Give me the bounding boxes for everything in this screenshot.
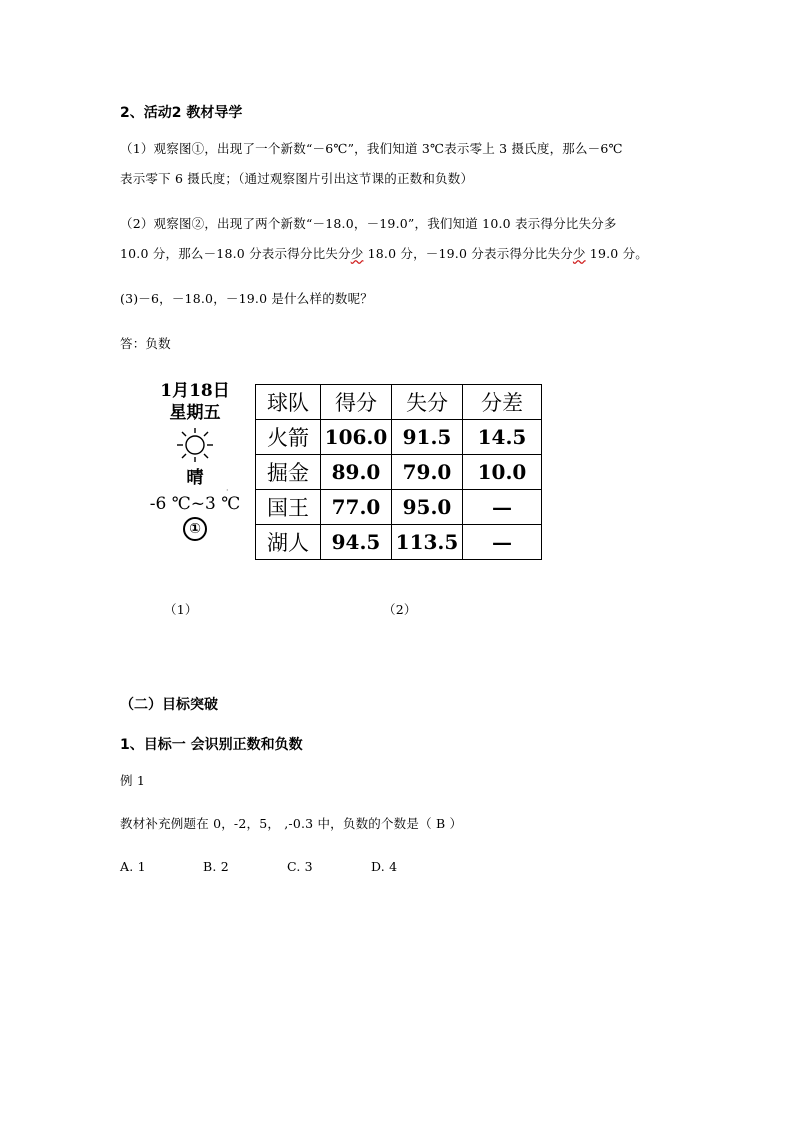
- figure-date: 1月18日: [160, 381, 230, 401]
- figure-weather: [140, 380, 250, 560]
- paragraph-1-line-2: 表示零下 6 摄氏度；（通过观察图片引出这节课的正数和负数）: [120, 171, 474, 186]
- table-row: [256, 490, 542, 525]
- table-cell: 94.5: [321, 525, 392, 560]
- option-c: C. 3: [287, 859, 313, 874]
- figure-caption-2: （2）: [383, 602, 417, 617]
- table-header-cell: 分差: [463, 385, 542, 420]
- paragraph-2-text-e: 19.0 分。: [585, 246, 649, 261]
- table-header-cell: 得分: [321, 385, 392, 420]
- paragraph-2-line-2: [120, 244, 648, 262]
- table-cell: 10.0: [463, 455, 542, 490]
- goal-heading: 1、目标一 会识别正数和负数: [120, 737, 303, 753]
- stray-mark: ·: [226, 486, 229, 495]
- sun-icon: [175, 427, 215, 463]
- table-cell: 14.5: [463, 420, 542, 455]
- option-b: B. 2: [203, 859, 229, 874]
- paragraph-2-text-c: 18.0 分，－19.0 分表示得分比失分: [363, 246, 573, 261]
- table-header-cell: 失分: [392, 385, 463, 420]
- figure-caption-1: （1）: [164, 602, 198, 617]
- table-row: [256, 420, 542, 455]
- table-cell-team: 火箭: [256, 420, 321, 455]
- paragraph-2-word-shao-2: 少: [572, 246, 586, 261]
- example-label: 例 1: [120, 773, 146, 788]
- answer-text: 答：负数: [120, 336, 171, 351]
- section-heading-activity: 2、活动2 教材导学: [120, 105, 243, 121]
- question-text: 教材补充例题在 0，-2，5， ,-0.3 中，负数的个数是（ B ）: [120, 816, 463, 831]
- table-cell-dash: —: [463, 490, 542, 525]
- paragraph-2-line-1: （2）观察图②，出现了两个新数“－18.0，－19.0”，我们知道 10.0 表示得分比失分多: [120, 216, 617, 231]
- table-header-row: [256, 385, 542, 420]
- table-cell: 113.5: [392, 525, 463, 560]
- table-header-cell: 球队: [256, 385, 321, 420]
- table-cell-team: 国王: [256, 490, 321, 525]
- figure-weather-label: 晴: [186, 468, 204, 488]
- table-cell: 79.0: [392, 455, 463, 490]
- table-cell-dash: —: [463, 525, 542, 560]
- table-cell: 95.0: [392, 490, 463, 525]
- table-cell-team: 掘金: [256, 455, 321, 490]
- option-a: A. 1: [120, 859, 146, 874]
- figure-temperature: -6 ℃~3 ℃: [149, 494, 241, 514]
- table-cell: 91.5: [392, 420, 463, 455]
- table-row: [256, 455, 542, 490]
- table-row: [256, 525, 542, 560]
- paragraph-1-line-1: （1）观察图①，出现了一个新数“－6℃”，我们知道 3℃表示零上 3 摄氏度，那么－6℃: [120, 141, 623, 156]
- paragraph-2-text-a: 10.0 分，那么－18.0 分表示得分比失分: [120, 246, 351, 261]
- score-table: [255, 384, 542, 560]
- figure-weekday: 星期五: [169, 403, 221, 423]
- option-d: D. 4: [371, 859, 398, 874]
- table-cell: 77.0: [321, 490, 392, 525]
- figure-1-marker: ①: [183, 517, 207, 541]
- paragraph-2-word-shao-1: 少: [350, 246, 364, 261]
- section-heading-goals: （二）目标突破: [120, 697, 218, 713]
- paragraph-3: (3)－6，－18.0，－19.0 是什么样的数呢？: [120, 291, 373, 306]
- table-cell: 106.0: [321, 420, 392, 455]
- table-cell: 89.0: [321, 455, 392, 490]
- table-cell-team: 湖人: [256, 525, 321, 560]
